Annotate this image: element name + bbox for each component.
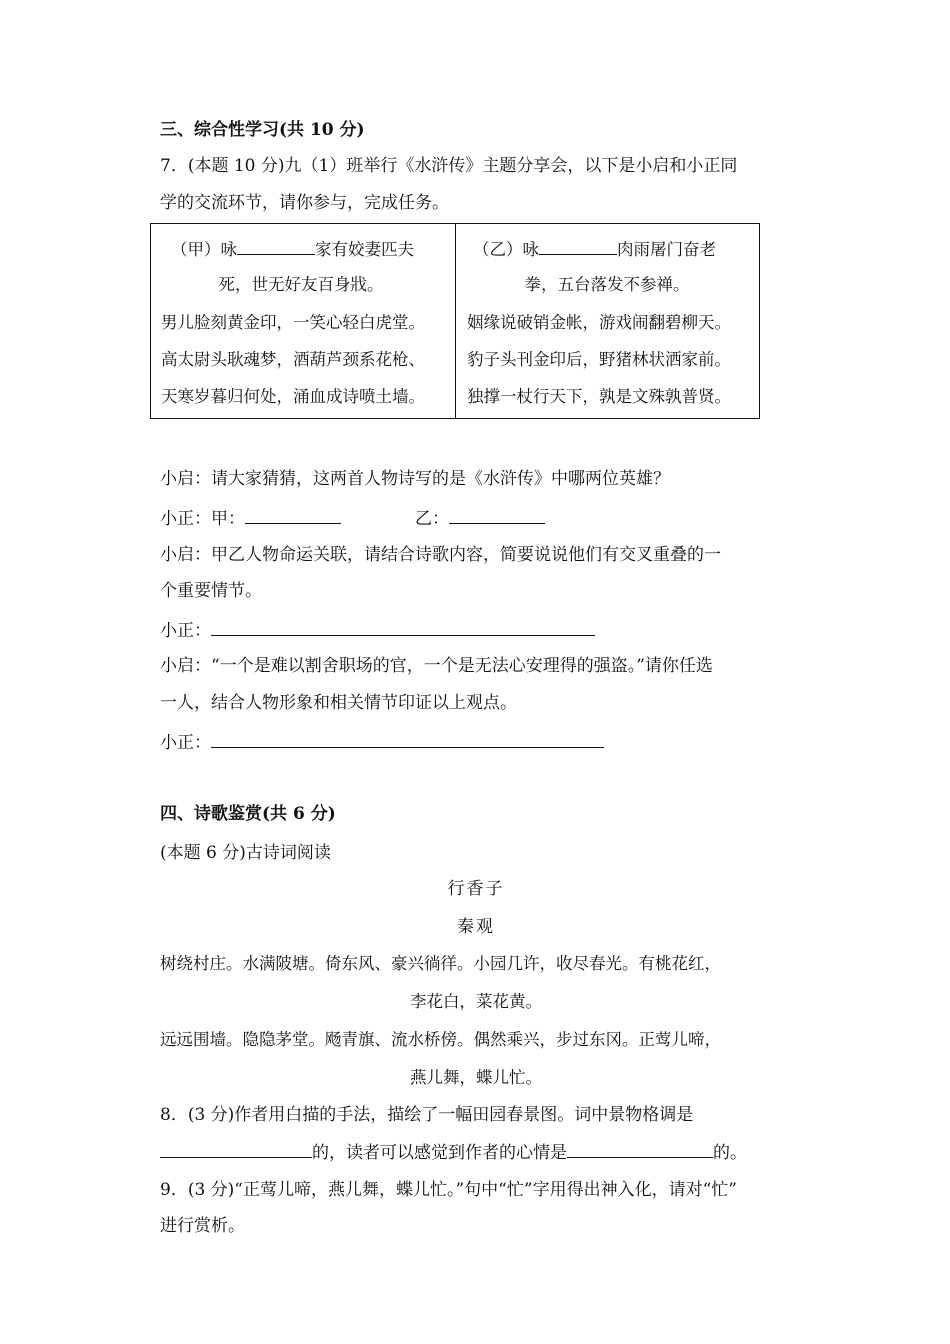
poem-jia-line-4: 高太尉头耿魂梦，酒葫芦颈系花枪、	[161, 350, 425, 369]
question-7-line-2: 学的交流环节，请你参与，完成任务。	[160, 193, 449, 213]
poem-jia-line-1: （甲）咏 家有姣妻匹夫	[171, 236, 414, 263]
dialog-6: 小正：	[160, 729, 604, 756]
poem-yi-line-5: 独撑一杖行天下，孰是文殊孰普贤。	[467, 387, 731, 406]
dialog-1: 小启：请大家猜猜，这两首人物诗写的是《水浒传》中哪两位英雄？	[160, 469, 670, 489]
stanza-1-line-1: 树绕村庄。水满陂塘。倚东风、豪兴徜徉。小园几许，收尽春光。有桃花红，	[160, 954, 721, 973]
mood-answer-blank[interactable]	[567, 1139, 713, 1158]
poem-jia-line-3: 男儿脸刻黄金印，一笑心轻白虎堂。	[161, 313, 425, 332]
answer-plot-blank[interactable]	[211, 617, 595, 636]
poem-jia-line-2: 死，世无好友百身戕。	[218, 275, 384, 294]
dialog-5-line-1: 小启：“一个是难以割舍职场的官，一个是无法心安理得的强盗。”请你任选	[160, 656, 713, 676]
question-7-line-1: 7．(本题 10 分)九（1）班举行《水浒传》主题分享会，以下是小启和小正同	[160, 156, 738, 176]
poem-jia-name-blank[interactable]	[237, 236, 315, 255]
poem-title: 行香子	[447, 879, 505, 899]
poem-jia-line-5: 天寒岁暮归何处，涌血成诗喷土墙。	[161, 387, 425, 406]
style-answer-blank[interactable]	[160, 1139, 312, 1158]
poem-yi-line-2: 拳，五台落发不参禅。	[524, 275, 690, 294]
table-divider	[455, 224, 456, 418]
poem-yi-cell	[457, 224, 757, 418]
question-9-line-2: 进行赏析。	[160, 1216, 245, 1236]
dialog-4: 小正：	[160, 617, 595, 644]
section-3-title: 三、综合性学习(共 10 分)	[160, 120, 365, 140]
stanza-2-line-2: 燕儿舞，蝶儿忙。	[410, 1068, 542, 1087]
stanza-1-line-2: 李花白，菜花黄。	[410, 992, 542, 1011]
answer-viewpoint-blank[interactable]	[211, 729, 604, 748]
question-8-line-2: 的，读者可以感觉到作者的心情是 的。	[160, 1139, 747, 1166]
answer-jia-blank[interactable]	[245, 505, 341, 524]
stanza-2-line-1: 远远围墙。隐隐茅堂。飏青旗、流水桥傍。偶然乘兴，步过东冈。正莺儿啼，	[160, 1030, 721, 1049]
poem-yi-name-blank[interactable]	[539, 236, 617, 255]
poem-author: 秦观	[457, 917, 495, 937]
section-4-title: 四、诗歌鉴赏(共 6 分)	[160, 804, 336, 824]
poem-yi-line-3: 姻缘说破销金帐，游戏闹翻碧柳天。	[467, 313, 731, 332]
dialog-3-line-1: 小启：甲乙人物命运关联，请结合诗歌内容，简要说说他们有交叉重叠的一	[160, 545, 721, 565]
poem-jia-cell	[151, 224, 451, 418]
dialog-3-line-2: 个重要情节。	[160, 581, 262, 601]
dialog-2: 小正：甲： 乙：	[160, 505, 545, 532]
poem-yi-line-1: （乙）咏 肉雨屠门奋老	[473, 236, 716, 263]
question-9-line-1: 9．(3 分)“正莺儿啼，燕儿舞，蝶儿忙。”句中“忙”字用得出神入化，请对“忙”	[160, 1180, 737, 1200]
poem-yi-line-4: 豹子头刊金印后，野猪林状洒家前。	[467, 350, 731, 369]
section-4-intro: (本题 6 分)古诗词阅读	[160, 843, 331, 863]
answer-yi-blank[interactable]	[449, 505, 545, 524]
poem-table	[150, 223, 760, 419]
question-8-line-1: 8．(3 分)作者用白描的手法，描绘了一幅田园春景图。词中景物格调是	[160, 1105, 694, 1125]
dialog-5-line-2: 一人，结合人物形象和相关情节印证以上观点。	[160, 693, 517, 713]
